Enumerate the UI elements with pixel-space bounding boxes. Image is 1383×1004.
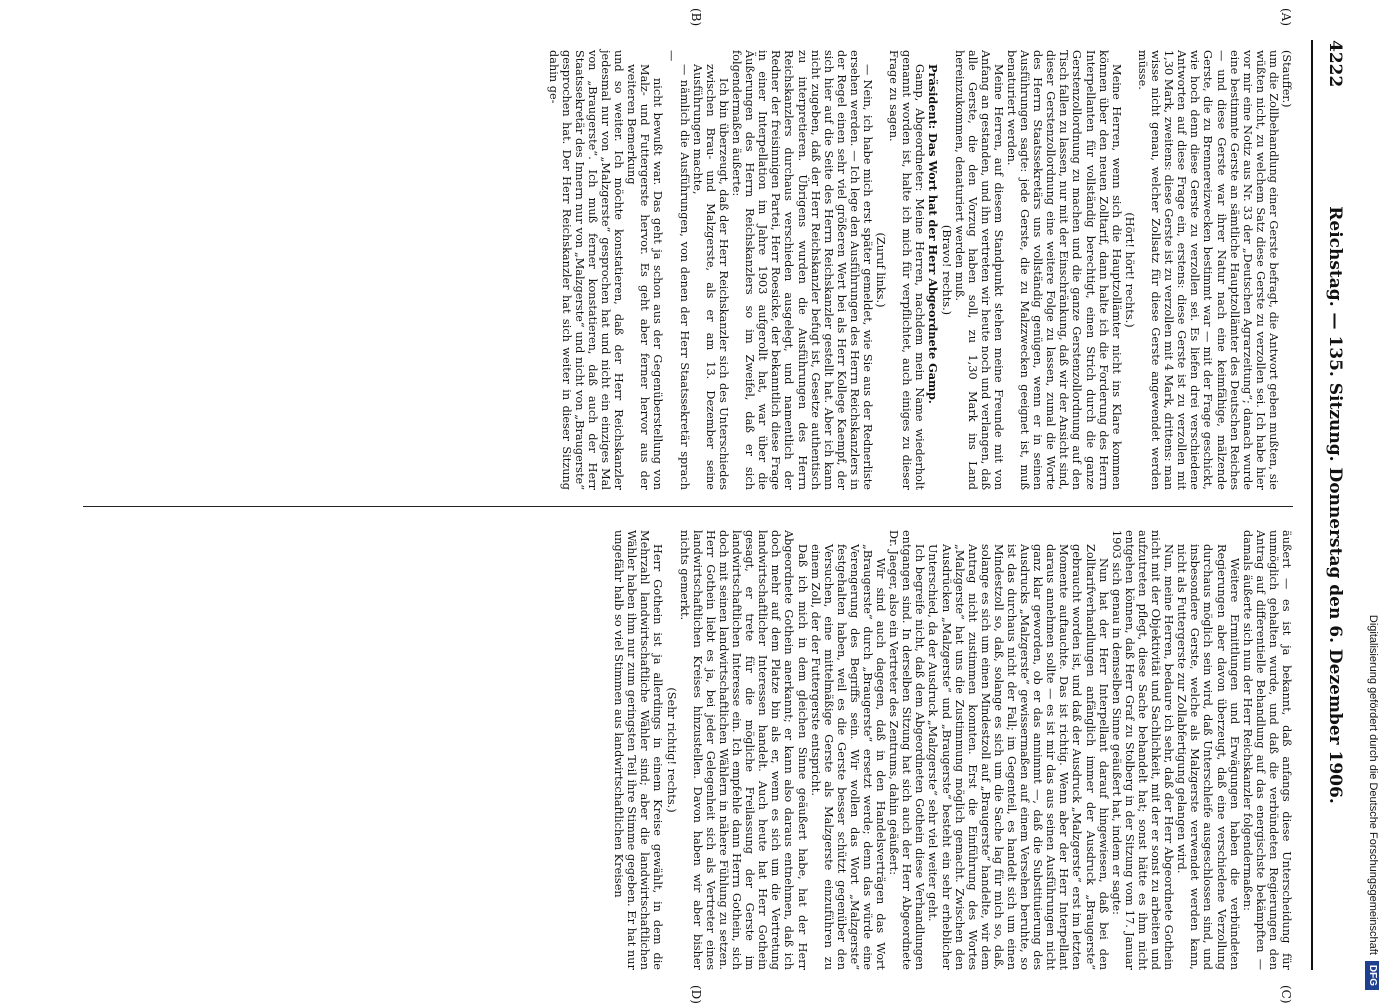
- president-statement: Präsident: Das Wort hat der Herr Abgeordnete Gamp.: [926, 64, 941, 404]
- speaker-label: (Stauffer.): [1280, 50, 1293, 108]
- paragraph: — Nein, ich habe mich erst später gemeldet, wie Sie aus der Rednerliste ersehen werden. — Ich lege den Ausführungen des Herrn Reichskanzlers in der Regel einen sehr viel größeren Wert bei als Herr Kollege Kaempf, der sich hier auf die Seite des Herrn Reichskanzler gestellt hat. Aber ich kann nicht zugeben, daß der Herr Reichskanzler befugt ist, Gesetze authentisch zu interpretieren. Übrigens wurden die Ausführungen des Herrn Reichskanzlers durchaus verschieden ausgelegt, und namentlich der Redner der freisinnigen Partei, Herr Roesicke, der bekanntlich diese Frage in einer Interpellation im Jahre 1903 aufgerollt hat, war über die Äußerungen des Herrn Reichskanzlers so im Zweifel, daß er sich folgendermaßen äußerte:: [730, 50, 874, 490]
- page-content: [33, 8, 1363, 1004]
- header-rule: [1311, 40, 1313, 970]
- quotation: Weitere Ermittlungen und Erwägungen haben die verbündeten Regierungen aber davon überzeugt, daß eine verschiedene Verzollung durchaus möglich sein wird, daß Unterschleife ausgeschlossen sind, und insbesondere Gerste, welche als Malzgerste verwendet werden kann, nicht als Futtergerste zur Zollabfertigung gelangen wird.: [1175, 544, 1241, 970]
- column-divider: [83, 506, 1293, 507]
- paragraph: Meine Herren, wenn sich die Hauptzollämter nicht ins Klare kommen können über den neuen Zolltarif, dann halte ich die Forderung des Herrn Interpellanten für vollständig berechtigt, einen Strich durch die ganze Gerstenzollordnung zu machen und die ganze Gerstenzollordnung auf den Tisch fallen zu lassen, nur mit der Einschränkung, daß wir der Ansicht sind, dieser Gerstenzollordnung eine weitere Folge zu lassen, zumal die Worte des Herrn Staatssekretärs uns vollständig genügen, wenn er in seinen Ausführungen sagte: jede Gerste, die zu Malzzwecken geeignet ist, muß benaturiert werden.: [1005, 50, 1123, 490]
- right-column: [612, 530, 1293, 970]
- margin-marker-d: (D): [689, 985, 703, 1004]
- interjection: (Bravo! rechts.): [939, 224, 953, 316]
- interjection: (Sehr richtig! rechts.): [664, 687, 678, 813]
- paragraph: Nun, meine Herren, bedaure ich sehr, daß der Herr Abgeordnete Gothein nicht mit der Objektivität und Sachlichkeit, mit der er sonst zu arbeiten und aufzutreten pflegt, diese Sache behandelt hat; sonst hätte es ihm nicht entgehen können, daß Herr Graf zu Stolberg in der Sitzung vom 17. Januar 1903 sich genau in demselben Sinne geäußert hat, indem er sagte:: [1109, 530, 1176, 970]
- interjection: (Hört! hört! rechts.): [1122, 212, 1136, 328]
- margin-marker-c: (C): [1279, 985, 1293, 1004]
- digitization-credit-text: [1363, 10, 1383, 990]
- paragraph: — nämlich die Ausführungen, von denen der Herr Staatssekretär sprach —: [664, 50, 691, 490]
- quotation: Wir sind auch dagegen, daß in den Handelsverträgen das Wort „Braugerste“ durch „Braugerste“ ersetzt werde; denn das würde eine Verengerung des Begriffs sein. Wir wollen das Wort „Malzgerste“ festgehalten haben, weil es die Gerste besser schützt gegenüber den Versuchen, eine mittelmäßige Gerste als Malzgerste einzuführen zu einem Zoll, der der Futtergerste entspricht.: [808, 544, 888, 970]
- paragraph: und so weiter. Ich möchte konstatieren, daß der Herr Reichskanzler jedesmal nur von „Malzgerste“ gesprochen hat und nicht ein einziges Mal von „Braugerste“. Ich muß ferner konstatieren, daß auch der Herr Staatssekretär des Innern nur von „Malzgerste“ und nicht von „Braugerste“ gesprochen hat. Der Herr Reichskanzler hat sich weiter in dieser Sitzung dahin ge-: [546, 50, 626, 490]
- left-column: [547, 50, 1293, 490]
- paragraph: Meine Herren, auf diesem Standpunkt stehen meine Freunde mit von Anfang an gestanden, und ihn vertreten wir heute noch und verlangen, daß alle Gerste, die den Vorzug haben soll, zu 1,30 Mark ins Land hereinzukommen, denaturiert werden muß.: [952, 50, 1005, 490]
- paragraph: Herr Gothein ist ja allerdings in einem Kreise gewählt, in dem die Mehrzahl landwirtschaftliche Wähler sind; aber die landwirtschaftlichen Wähler haben ihm nur zum geringsten Teil ihre Stimme gegeben. Er hat nur ungefähr halb so viel Stimmen aus landwirtschaftlichen Kreisen: [612, 530, 665, 970]
- paragraph: Gamp, Abgeordneter: Meine Herren, nachdem mein Name wiederholt genannt worden ist, halte ich mich für verpflichtet, auch einiges zu dieser Frage zu sagen.: [887, 50, 927, 490]
- quotation: nicht bewußt war. Das geht ja schon aus der Gegenüberstellung von Malz- und Futtergerste hervor. Es geht aber ferner hervor aus der weiteren Bemerkung: [625, 64, 665, 490]
- dfg-logo: DFG: [1365, 961, 1379, 990]
- credit-text: Digitalisierung gefördert durch die Deutsche Forschungsgemeinschaft: [1367, 614, 1379, 955]
- page-title: Reichstag. — 135. Sitzung. Donnerstag den 6. Dezember 1906.: [1325, 206, 1345, 804]
- digitization-credit: [1363, 10, 1383, 990]
- paragraph: um die Zollbehandlung einer Gerste befragt, die Antwort geben mußten, sie wüßten nicht, zu welchem Satz diese Gerste zu verzollen sei. Ich habe hier vor mir eine Notiz aus Nr. 33 der „Deutschen Agrarzeitung“; danach wurde eine bestimmte Gerste an sämtliche Hauptzollämter des Deutschen Reiches — und diese Gerste war ihrer Natur nach eine keimfähige, mälzende Gerste, die zu Brennereizwecken bestimmt war — mit der Frage geschickt, wie hoch denn diese Gerste zu verzollen sei. Es liefen drei verschiedene Antworten auf diese Frage ein, erstens: diese Gerste ist zu verzollen mit 1,30 Mark, zweitens: diese Gerste ist zu verzollen mit 4 Mark, drittens: man wisse nicht genau, welcher Zollsatz für diese Gerste angewendet werden müsse.: [1135, 50, 1280, 490]
- paragraph: Ich begreife nicht, daß dem Abgeordneten Gothein diese Verhandlungen entgangen sind. In derselben Sitzung hat sich auch der Herr Abgeordnete Dr. Jaeger, also ein Vertreter des Zentrums, dahin geäußert:: [887, 530, 927, 970]
- margin-marker-a: (A): [1279, 8, 1293, 27]
- page-header: [1315, 40, 1345, 970]
- paragraph: Daß ich mich in dem gleichen Sinne geäußert habe, hat der Herr Abgeordnete Gothein anerkannt; er kann also daraus entnehmen, daß ich doch mehr auf dem Platze bin als er, wenn es sich um die Vertretung landwirtschaftlicher Interessen handelt. Auch heute hat Herr Gothein gesagt, er trete für die mögliche Freilassung der Gerste im landwirtschaftlichen Interesse ein. Ich empfehle dann Herrn Gothein, sich doch mit seinen landwirtschaftlichen Wählern in nähere Fühlung zu setzen. Herr Gothein liebt es ja, bei jeder Gelegenheit sich als Vertreter eines landwirtschaftlichen Kreises hinzustellen. Davon haben wir aber bisher nichts gemerkt.: [677, 530, 809, 970]
- quotation: Ich bin überzeugt, daß der Herr Reichskanzler sich des Unterschiedes zwischen Brau- und Malzgerste, als er am 13. Dezember seine Ausführungen machte,: [690, 64, 730, 490]
- margin-marker-b: (B): [689, 8, 703, 27]
- interjection: (Zuruf links.): [874, 232, 888, 308]
- paragraph: äußert — es ist ja bekannt, daß anfangs diese Unterscheidung für unmöglich gehalten wurde, und daß die verbündeten Regierungen den Antrag auf differentielle Behandlung auf das energischste bekämpften — damals äußerte sich nun der Herr Reichskanzler folgendermaßen:: [1240, 530, 1293, 970]
- page-number: 4222: [1325, 40, 1345, 88]
- quotation: Nun hat der Herr Interpellant darauf hingewiesen, daß bei den Zolltarifverhandlungen anfänglich immer der Ausdruck „Braugerste“ gebraucht worden ist, und daß der Ausdruck „Malzgerste“ erst im letzten Momente auftauchte. Das ist richtig. Wenn aber der Herr Interpellant daraus annehmen sollte — es ist mir das aus seinen Ausführungen nicht ganz klar geworden, ob er das annimmt —, daß die Substituierung des Ausdrucks „Malzgerste“ gewissermaßen auf einem Versehen beruhte, so ist das durchaus nicht der Fall; im Gegenteil, es handelt sich um einen Mindestzoll so, daß, solange es sich um die Sache lag für mich so, daß, solange es sich um einen Mindestzoll auf „Braugerste“ handelte, wir dem Antrag nicht zustimmen konnten. Erst die Einführung des Wortes „Malzgerste“ hat uns die Zustimmung möglich gemacht. Zwischen den Ausdrücken „Malzgerste“ und „Braugerste“ besteht ein sehr erheblicher Unterschied, da der Ausdruck „Malzgerste“ sehr viel weiter geht.: [926, 544, 1110, 970]
